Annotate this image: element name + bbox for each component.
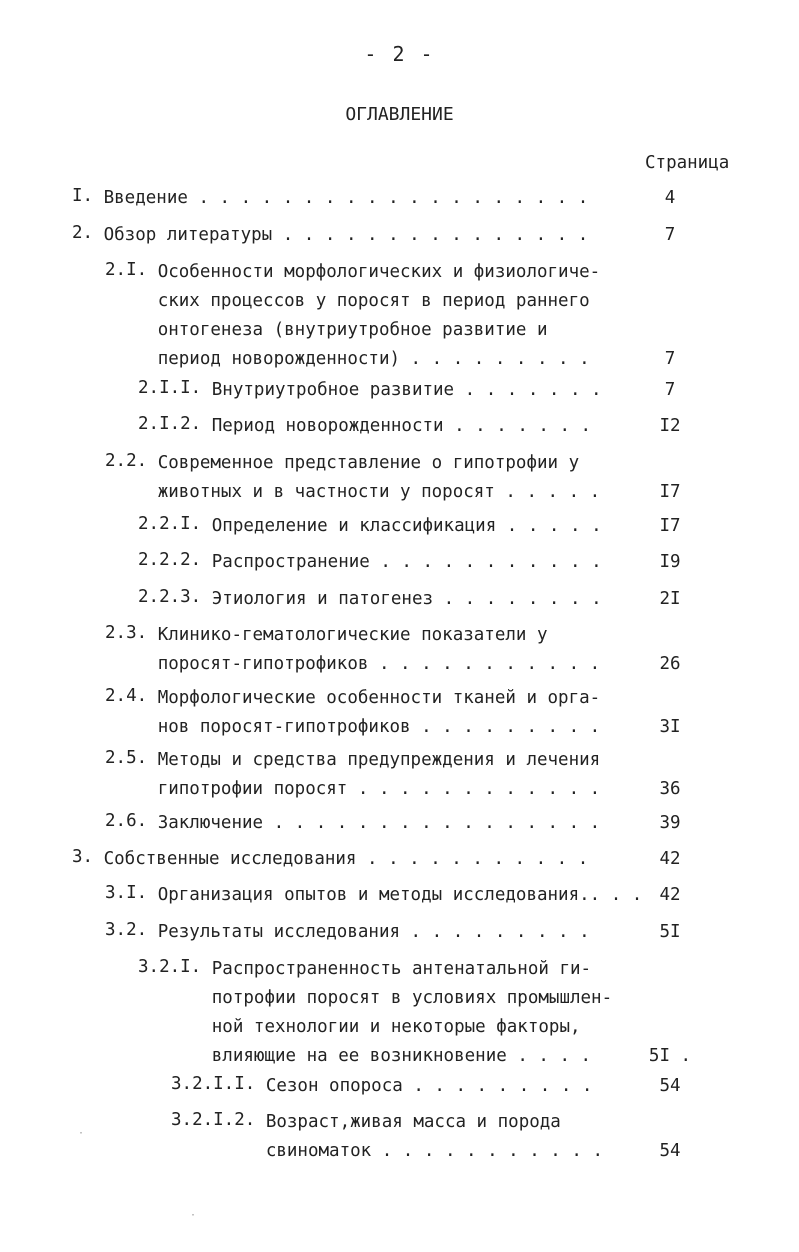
- toc-entry-title: гипотрофии поросят: [157, 779, 348, 799]
- toc-entry-number: 2.2.I.: [138, 514, 202, 534]
- toc-entry-title: Распространенность антенатальной ги-: [211, 959, 592, 979]
- toc-entry-page-number: 5I .: [648, 1046, 692, 1066]
- toc-entry-title-line: [158, 715, 622, 739]
- toc-leader-dots: . . . . . . . . .: [402, 1076, 593, 1096]
- toc-entry-title-line: [158, 686, 601, 710]
- toc-entry-number: 2.5.: [105, 748, 148, 768]
- toc-leader-dots: . . . . . . . . .: [410, 717, 601, 737]
- toc-leader-dots: . . . . . . . . . . . . . . . .: [263, 813, 601, 833]
- toc-entry-title: поросят-гипотрофиков: [157, 654, 369, 674]
- toc-entry-title-line: [212, 986, 612, 1010]
- toc-leader-dots: . . . . .: [496, 516, 602, 536]
- toc-entry-number: 3.: [72, 847, 94, 867]
- toc-entry-number: I.: [72, 186, 94, 206]
- toc-entry-page-number: 7: [664, 225, 676, 245]
- toc-entry-title: свиноматок: [265, 1141, 372, 1161]
- toc-leader-dots: . . . . . . .: [443, 416, 592, 436]
- toc-leader-dots: . . . . . . . . . . .: [356, 849, 589, 869]
- toc-entry-title: Распространение: [211, 552, 370, 572]
- toc-leader-dots: . . . . . . . . . . . . . . .: [272, 225, 589, 245]
- toc-entry-title: Клинико-гематологические показатели у: [157, 625, 548, 645]
- toc-entry-title-line: [266, 1074, 622, 1098]
- toc-entry-title-line: [104, 847, 622, 871]
- toc-entry-title-line: [158, 480, 622, 504]
- toc-entry-title: Морфологические особенности тканей и орга-: [157, 688, 601, 708]
- toc-entry-title: Результаты исследования: [157, 922, 401, 942]
- toc-entry-number: 3.2.: [105, 920, 148, 940]
- toc-entry-title-line: [158, 748, 601, 772]
- toc-entry-page-number: 2I: [659, 589, 681, 609]
- toc-entry-number: 2.: [72, 223, 94, 243]
- toc-entry-number: 3.2.I.: [138, 957, 202, 977]
- toc-entry-title: влияющие на ее возникновение: [211, 1046, 507, 1066]
- toc-entry-title: Этиология и патогенез: [211, 589, 434, 609]
- toc-entry-title: Особенности морфологических и физиологиче-: [157, 262, 601, 282]
- toc-entry-title: Введение: [103, 188, 188, 208]
- toc-entry-title-line: [104, 186, 622, 210]
- toc-entry-page-number: 36: [659, 779, 681, 799]
- toc-leader-dots: . .: [600, 885, 643, 905]
- toc-entry-title: потрофии поросят в условиях промышлен-: [211, 988, 613, 1008]
- toc-entry-title-line: [158, 289, 590, 313]
- toc-entry-title-line: [104, 223, 622, 247]
- toc-entry-number: 2.2.2.: [138, 550, 202, 570]
- stray-mark: ·: [190, 1210, 197, 1221]
- toc-entry-page-number: 3I: [659, 717, 681, 737]
- toc-entry-page-number: I9: [659, 552, 681, 572]
- toc-entry-page-number: 7: [664, 380, 676, 400]
- toc-entry-page-number: 42: [659, 849, 681, 869]
- toc-entry-title-line: [266, 1139, 622, 1163]
- toc-entry-title-line: [158, 623, 548, 647]
- toc-entry-number: 3.2.I.2.: [171, 1110, 256, 1130]
- toc-entry-title: Период новорожденности: [211, 416, 444, 436]
- toc-entry-number: 3.2.I.I.: [171, 1074, 256, 1094]
- toc-entry-title-line: [212, 378, 622, 402]
- toc-entry-page-number: 4: [664, 188, 676, 208]
- toc-leader-dots: . . . . . . . . .: [400, 349, 590, 369]
- toc-entry-title-line: [158, 777, 622, 801]
- toc-entry-page-number: 26: [659, 654, 681, 674]
- toc-entry-page-number: I2: [659, 416, 681, 436]
- toc-leader-dots: . . . . . . .: [454, 380, 602, 400]
- toc-leader-dots: . . . . . . . . . . .: [371, 1141, 603, 1161]
- toc-entry-title-line: [158, 920, 622, 944]
- toc-entry-title: ских процессов у поросят в период раннего: [157, 291, 590, 311]
- toc-entry-number: 2.2.: [105, 451, 148, 471]
- toc-entry-page-number: I7: [659, 516, 681, 536]
- stray-mark: ·: [78, 1128, 85, 1139]
- toc-entry-title-line: [266, 1110, 561, 1134]
- toc-entry-page-number: 42: [659, 885, 681, 905]
- toc-entry-number: 2.6.: [105, 811, 148, 831]
- toc-entry-title-line: [158, 347, 622, 371]
- toc-entry-title-line: [212, 957, 591, 981]
- toc-entry-title-line: [158, 260, 601, 284]
- toc-title: ОГЛАВЛЕНИЕ: [345, 104, 454, 125]
- toc-entry-title-line: [158, 318, 548, 342]
- toc-entry-title-line: [157, 883, 643, 907]
- toc-entry-number: 2.4.: [105, 686, 148, 706]
- toc-entry-title: Собственные исследования: [103, 849, 357, 869]
- toc-entry-title: ной технологии и некоторые факторы,: [211, 1017, 581, 1037]
- toc-entry-number: 2.2.3.: [138, 587, 202, 607]
- toc-entry-page-number: 39: [659, 813, 681, 833]
- toc-entry-title-line: [212, 414, 622, 438]
- toc-entry-title: Организация опытов и методы исследования..: [157, 885, 601, 905]
- toc-entry-title: Обзор литературы: [103, 225, 273, 245]
- toc-entry-title-line: [212, 1015, 581, 1039]
- toc-entry-number: 3.I.: [105, 883, 148, 903]
- toc-entry-page-number: I7: [659, 482, 681, 502]
- toc-entry-title: Сезон опороса: [265, 1076, 403, 1096]
- toc-entry-title: онтогенеза (внутриутробное развитие и: [157, 320, 548, 340]
- page-column-header: Страница: [645, 153, 730, 173]
- toc-entry-number: 2.I.2.: [138, 414, 202, 434]
- toc-leader-dots: . . . . . . . . . . .: [369, 552, 602, 572]
- page-number: - 2 -: [364, 42, 435, 66]
- toc-entry-page-number: 7: [664, 349, 676, 369]
- toc-entry-title: Методы и средства предупреждения и лечения: [157, 750, 601, 770]
- toc-leader-dots: . . . . .: [494, 482, 601, 502]
- toc-entry-page-number: 5I: [659, 922, 681, 942]
- toc-entry-title: нов поросят-гипотрофиков: [157, 717, 411, 737]
- toc-leader-dots: . . . . . . . .: [433, 589, 602, 609]
- toc-entry-title-line: [212, 587, 622, 611]
- toc-leader-dots: . . . . . . . . .: [400, 922, 590, 942]
- toc-entry-title-line: [158, 652, 622, 676]
- toc-entry-number: 2.I.: [105, 260, 148, 280]
- toc-entry-number: 2.I.I.: [138, 378, 202, 398]
- toc-leader-dots: . . . .: [506, 1046, 592, 1066]
- toc-entry-title: Внутриутробное развитие: [211, 380, 455, 400]
- toc-entry-page-number: 54: [659, 1141, 681, 1161]
- toc-entry-page-number: 54: [659, 1076, 681, 1096]
- toc-leader-dots: . . . . . . . . . . . .: [347, 779, 601, 799]
- toc-entry-title-line: [212, 514, 622, 538]
- toc-entry-title-line: [212, 550, 622, 574]
- toc-entry-title: Определение и классификация: [211, 516, 497, 536]
- toc-leader-dots: . . . . . . . . . . .: [368, 654, 601, 674]
- toc-entry-title: животных и в частности у поросят: [157, 482, 495, 502]
- toc-entry-title-line: [158, 811, 622, 835]
- toc-entry-title: период новорожденности): [157, 349, 401, 369]
- toc-leader-dots: . . . . . . . . . . . . . . . . . . .: [187, 188, 589, 208]
- toc-entry-title: Заключение: [157, 813, 264, 833]
- toc-entry-title: Возраст,живая масса и порода: [265, 1112, 561, 1132]
- toc-entry-number: 2.3.: [105, 623, 148, 643]
- toc-entry-title-line: [158, 451, 579, 475]
- toc-entry-title-line: [212, 1044, 622, 1068]
- toc-entry-title: Современное представление о гипотрофии у: [157, 453, 580, 473]
